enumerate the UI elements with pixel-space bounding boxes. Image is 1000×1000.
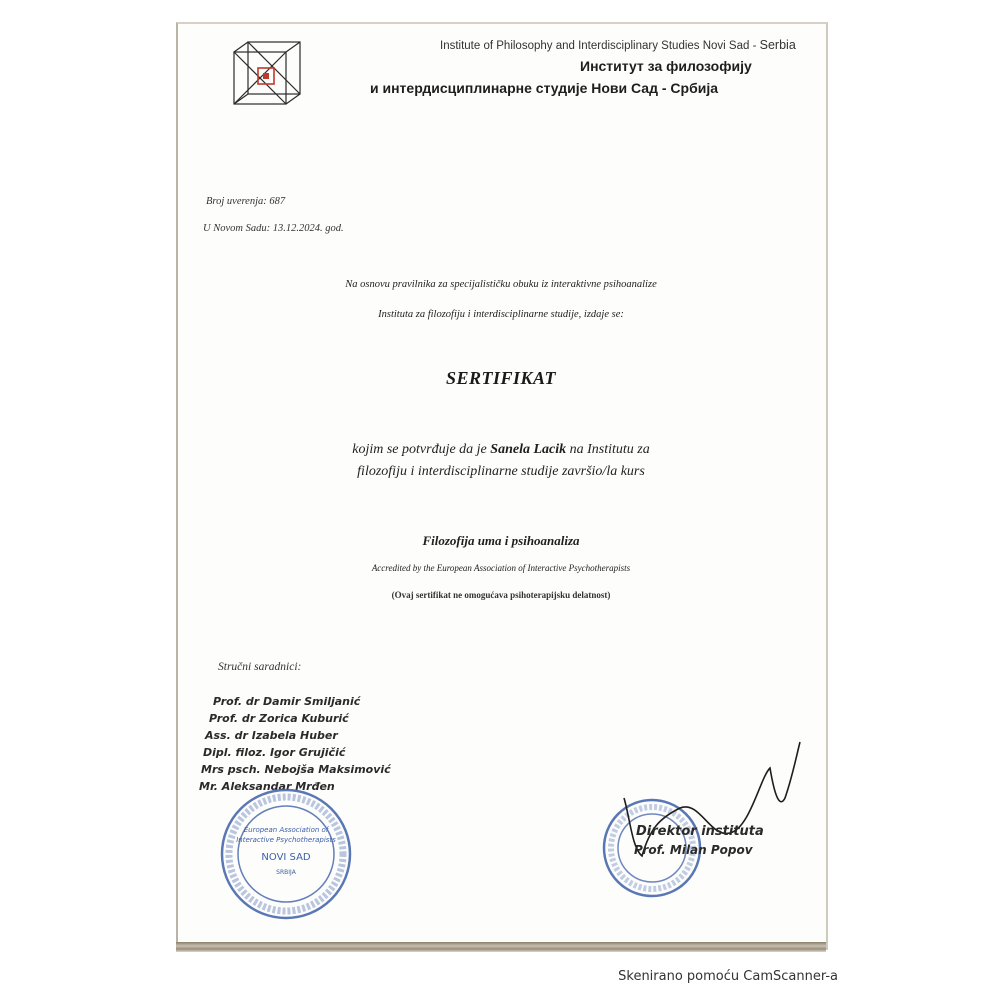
collaborator-1: Prof. dr Damir Smiljanić [213, 695, 361, 708]
certificate-title: SERTIFIKAT [445, 368, 557, 388]
collaborators-title: Stručni saradnici: [218, 661, 302, 673]
disclaimer-note: (Ovaj sertifikat ne omogućava psihoterapijsku delatnost) [391, 590, 611, 600]
body-line-1 [176, 442, 826, 458]
scanner-footer: Skenirano pomoću CamScanner-a [618, 969, 838, 984]
collaborator-5: Mrs psch. Nebojša Maksimović [201, 763, 391, 776]
intro-line-2: Instituta za filozofiju i interdisciplinarne studije, izdaje se: [378, 309, 624, 320]
certificate-number: Broj uverenja: 687 [206, 196, 286, 207]
place-date: U Novom Sadu: 13.12.2024. god. [203, 223, 344, 234]
collaborator-4: Dipl. filoz. Igor Grujičić [203, 746, 346, 759]
signature-name: Prof. Milan Popov [634, 843, 753, 857]
recipient-name: Sanela Lacik [490, 442, 567, 457]
paper-bottom-edge [176, 942, 826, 952]
institute-name-en: Institute of Philosophy and Interdisciplinary Studies Novi Sad - Serbia [440, 38, 796, 52]
stamp-country: SRBIJA [276, 869, 296, 876]
institute-country: Serbia [759, 38, 796, 52]
cube-logo-icon [228, 38, 306, 116]
stamp-line-1: European Association of [243, 826, 329, 834]
intro-line-1: Na osnovu pravilnika za specijalističku obuku iz interaktivne psihoanalize [345, 279, 657, 290]
body-post: na Institutu za [566, 442, 650, 457]
collaborator-6: Mr. Aleksandar Mrđen [199, 780, 335, 793]
institute-stamp [218, 786, 354, 922]
course-name: Filozofija uma i psihoanaliza [422, 533, 580, 548]
collaborator-3: Ass. dr Izabela Huber [205, 729, 338, 742]
body-pre: kojim se potvrđuje da je [352, 442, 491, 457]
institute-name-cyrillic-1: Институт за филозофију [580, 58, 752, 74]
stamp-city: NOVI SAD [261, 852, 311, 863]
collaborator-2: Prof. dr Zorica Kuburić [209, 712, 349, 725]
stamp-line-2: Interactive Psychotherapists [236, 836, 336, 844]
signature-role: Direktor instituta [636, 824, 764, 839]
accreditation: Accredited by the European Association of Interactive Psychotherapists [371, 563, 631, 573]
body-line-2: filozofiju i interdisciplinarne studije završio/la kurs [357, 464, 645, 479]
institute-name-cyrillic-2: и интердисциплинарне студије Нови Сад - Србија [370, 80, 719, 96]
institute-en-text: Institute of Philosophy and Interdisciplinary Studies Novi Sad [440, 40, 750, 52]
